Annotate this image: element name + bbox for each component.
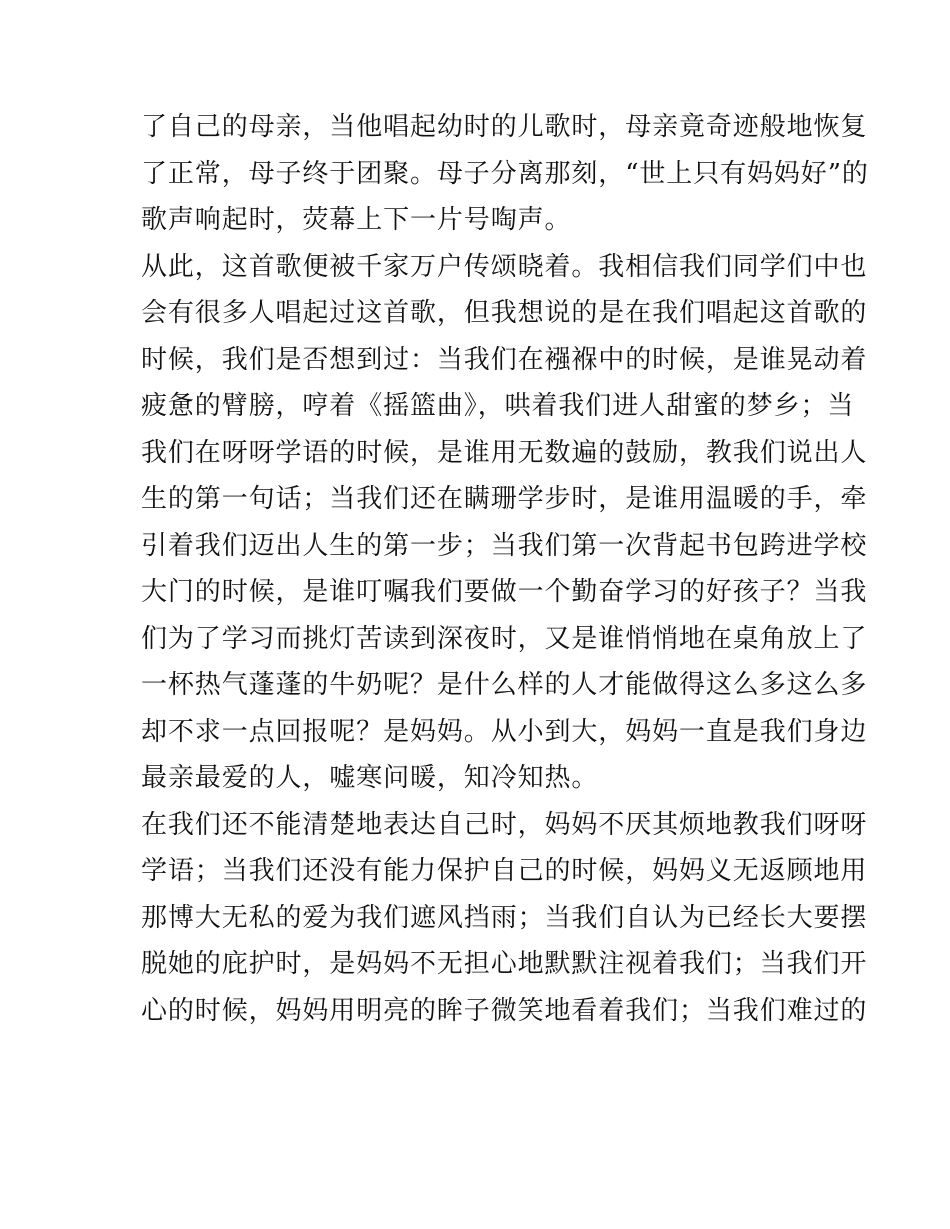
text-line: 引着我们迈出人生的第一步；当我们第一次背起书包跨进学校 xyxy=(141,530,868,561)
text-line: 歌声响起时，荧幕上下一片号啕声。 xyxy=(141,205,572,235)
text-line: 我们在呀呀学语的时候，是谁用无数遍的鼓励，教我们说出人 xyxy=(141,437,868,468)
text-line: 脱她的庇护时，是妈妈不无担心地默默注视着我们；当我们开 xyxy=(141,949,868,979)
text-line: 会有很多人唱起过这首歌，但我想说的是在我们唱起这首歌的 xyxy=(141,298,868,328)
text-line: 却不求一点回报呢？是妈妈。从小到大，妈妈一直是我们身边 xyxy=(141,716,868,747)
text-line: 那博大无私的爱为我们遮风挡雨；当我们自认为已经长大要摆 xyxy=(141,902,868,933)
text-line: 从此，这首歌便被千家万户传颂晓着。我相信我们同学们中也 xyxy=(141,251,868,282)
text-line: 在我们还不能清楚地表达自己时，妈妈不厌其烦地教我们呀呀 xyxy=(141,809,868,840)
text-line: 一杯热气蓬蓬的牛奶呢？是什么样的人才能做得这么多这么多 xyxy=(141,670,868,700)
text-line: 时候，我们是否想到过：当我们在襁褓中的时候，是谁晃动着 xyxy=(141,344,868,375)
text-line: 了自己的母亲，当他唱起幼时的儿歌时，母亲竟奇迹般地恢复 xyxy=(141,112,868,142)
text-line: 了正常，母子终于团聚。母子分离那刻，“世上只有妈妈好”的 xyxy=(141,158,869,189)
text-line: 大门的时候，是谁叮嘱我们要做一个勤奋学习的好孩子？当我 xyxy=(141,577,868,607)
text-line: 生的第一句话；当我们还在瞒珊学步时，是谁用温暖的手，牵 xyxy=(141,484,868,514)
text-line: 最亲最爱的人，嘘寒问暖，知冷知热。 xyxy=(141,763,599,793)
body-text xyxy=(141,104,869,1034)
text-line: 学语；当我们还没有能力保护自己的时候，妈妈义无返顾地用 xyxy=(141,856,868,886)
text-line: 们为了学习而挑灯苦读到深夜时，又是谁悄悄地在桌角放上了 xyxy=(141,623,868,654)
text-line: 疲惫的臂膀，哼着《摇篮曲》，哄着我们进人甜蜜的梦乡；当 xyxy=(141,391,855,421)
text-line: 心的时候，妈妈用明亮的眸子微笑地看着我们；当我们难过的 xyxy=(141,995,868,1026)
